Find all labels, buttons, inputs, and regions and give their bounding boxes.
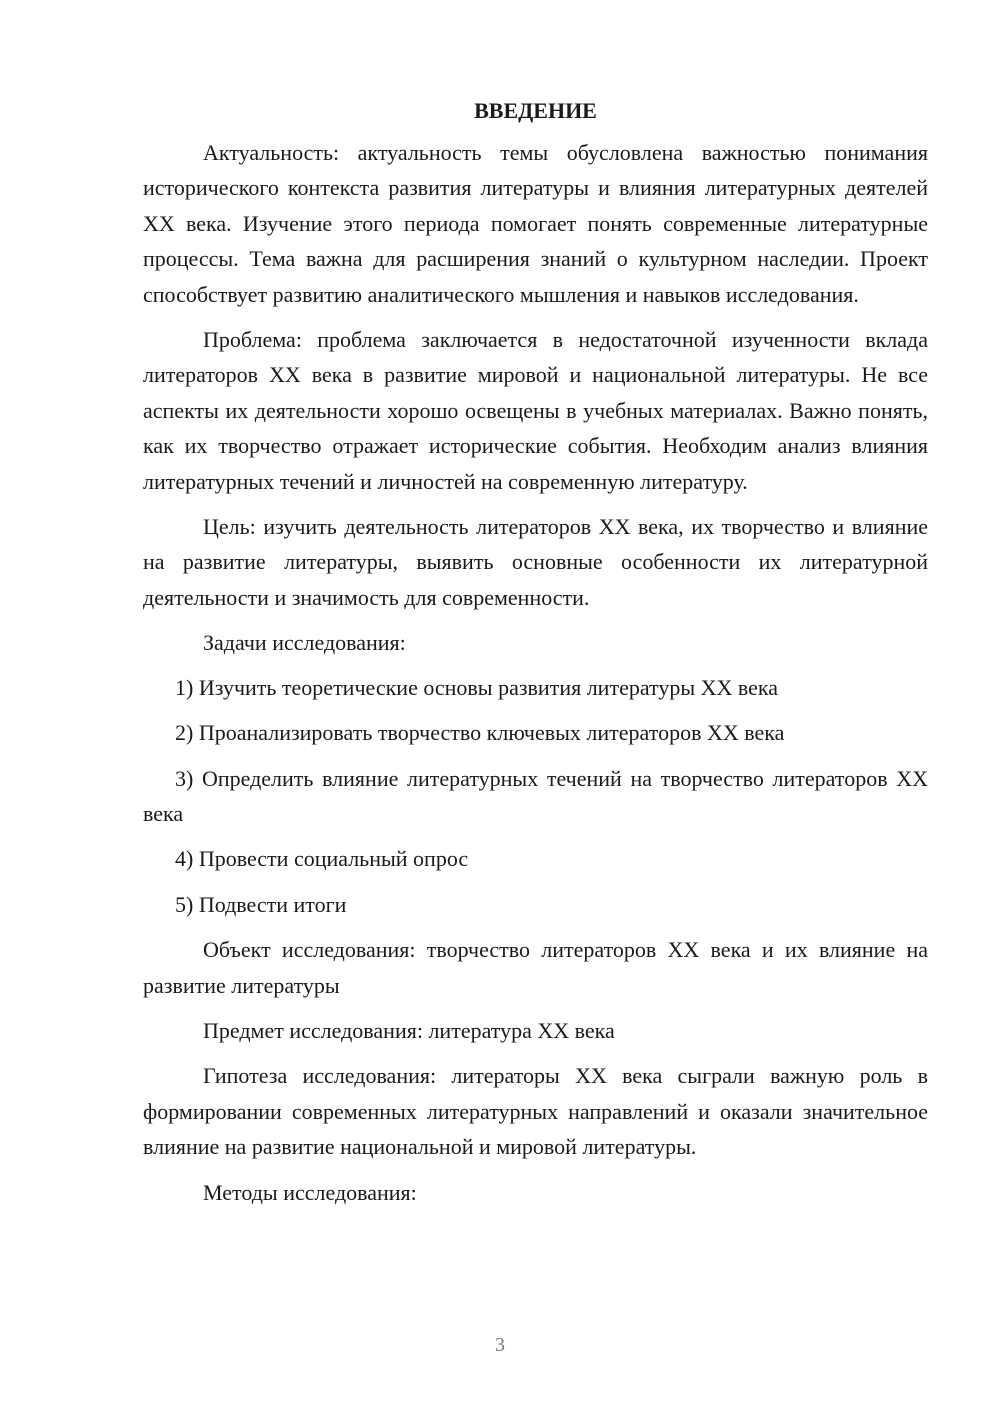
document-page xyxy=(143,96,928,1220)
problem-paragraph: Проблема: проблема заключается в недостаточной изученности вклада литераторов XX века в развитие мировой и национальной литературы. Не все аспекты их деятельности хорошо освещены в учебных материалах. Важно понять, как их творчество отражает исторические события. Необходим анализ влияния литературных течений и личностей на современную литературу. xyxy=(143,327,928,494)
task-item-1: 1) Изучить теоретические основы развития литературы XX века xyxy=(175,674,779,700)
task-item-5: 5) Подвести итоги xyxy=(175,891,347,917)
goal-paragraph: Цель: изучить деятельность литераторов XX века, их творчество и влияние на развитие литературы, выявить основные особенности их литературной деятельности и значимость для современности. xyxy=(143,514,928,610)
hypothesis-paragraph: Гипотеза исследования: литераторы XX века сыграли важную роль в формировании современных литературных направлений и оказали значительное влияние на развитие национальной и мировой литературы. xyxy=(143,1063,928,1160)
section-title: ВВЕДЕНИЕ xyxy=(474,98,597,123)
object-paragraph: Объект исследования: творчество литераторов XX века и их влияние на развитие литературы xyxy=(143,937,928,998)
subject-paragraph: Предмет исследования: литература XX века xyxy=(203,1017,615,1043)
task-item-2: 2) Проанализировать творчество ключевых литераторов XX века xyxy=(175,720,785,746)
methods-heading: Методы исследования: xyxy=(203,1179,417,1205)
relevance-paragraph: Актуальность: актуальность темы обусловлена важностью понимания исторического контекста развития литературы и влияния литературных деятелей XX века. Изучение этого периода помогает понять современные литературные процессы. Тема важна для расширения знаний о культурном наследии. Проект способствует развитию аналитического мышления и навыков исследования. xyxy=(143,140,928,307)
page-number: 3 xyxy=(495,1334,505,1356)
tasks-heading: Задачи исследования: xyxy=(203,630,406,656)
task-item-4: 4) Провести социальный опрос xyxy=(175,846,469,872)
task-item-3: 3) Определить влияние литературных течений на творчество литераторов XX века xyxy=(143,765,928,826)
